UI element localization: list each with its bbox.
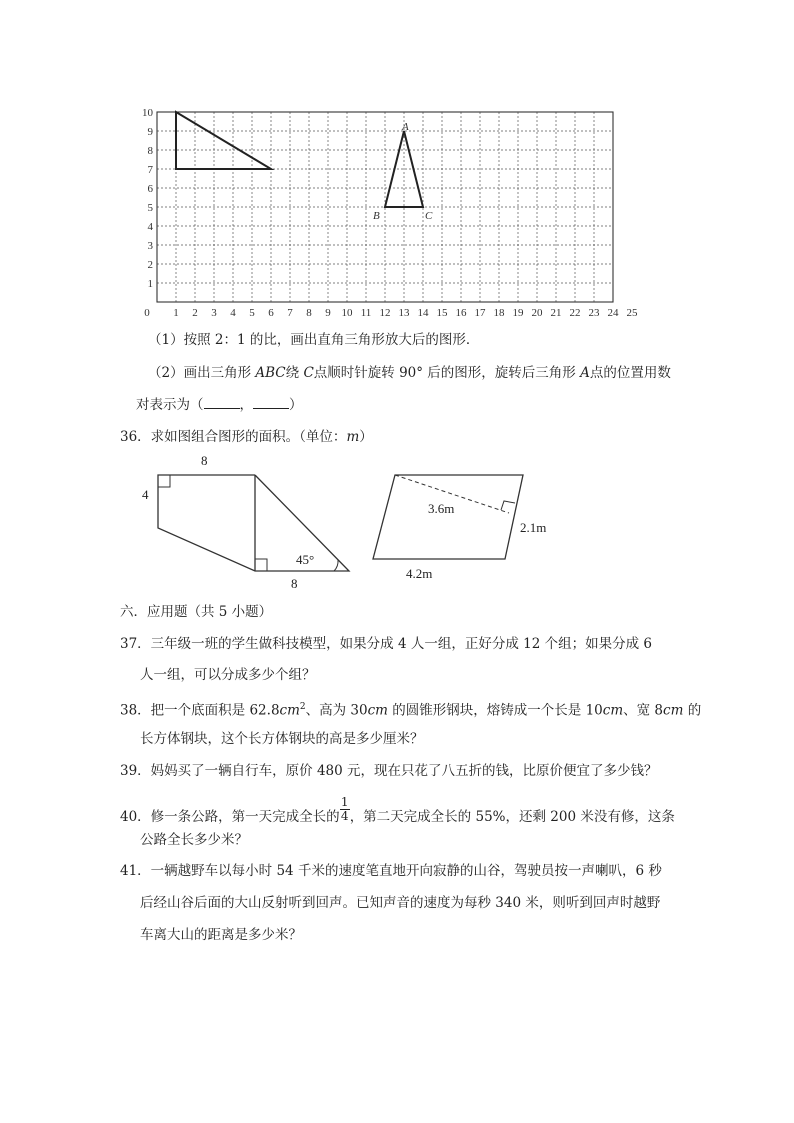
vertex-label-c: C: [425, 210, 433, 222]
y-tick-label: 7: [147, 164, 153, 176]
coordinate-grid-figure: [135, 100, 645, 322]
q38-part-e: 的: [683, 702, 702, 719]
q35-p2-prefix: （2）画出三角形: [148, 365, 256, 381]
fraction-denominator: 4: [340, 809, 349, 823]
q41-line1: 41．一辆越野车以每小时 54 千米的速度笔直地开向寂静的山谷，驾驶员按一声喇叭，6 秒: [120, 863, 662, 879]
x-tick-label: 8: [306, 307, 312, 319]
q35-p2-line2-prefix: 对表示为（: [136, 397, 204, 413]
x-tick-label: 21: [550, 307, 562, 319]
label-bottom-8: 8: [291, 576, 298, 591]
q38-part-d: 、宽 8: [623, 702, 664, 719]
q38-unit-cm-a: cm: [367, 702, 388, 719]
fraction-numerator: 1: [340, 795, 349, 809]
q38-unit-cm2: cm: [279, 702, 300, 719]
y-tick-label: 4: [147, 221, 153, 233]
grid-tick-labels: [142, 107, 638, 319]
label-top-8: 8: [201, 453, 208, 468]
q38-unit-cm-c: cm: [663, 702, 684, 719]
q35-part2-line1: [148, 364, 671, 382]
x-tick-label: 25: [626, 307, 638, 319]
q37-line1: 37．三年级一班的学生做科技模型，如果分成 4 人一组，正好分成 12 个组；如果分成 6: [120, 636, 652, 652]
label-base-4-2m: 4.2m: [406, 566, 433, 581]
answer-blank-2[interactable]: [253, 396, 289, 409]
parallelogram-figure: [365, 465, 565, 585]
q38-sup-2: 2: [299, 702, 306, 712]
x-tick-label: 5: [249, 307, 255, 319]
q35-part1: （1）按照 2：1 的比，画出直角三角形放大后的图形．: [148, 332, 480, 348]
q35-p2-line2-suffix: ）: [289, 397, 303, 413]
x-tick-label: 13: [398, 307, 410, 319]
q35-p2-suffix: 点的位置用数: [589, 365, 671, 381]
x-tick-label: 0: [144, 307, 150, 319]
y-tick-label: 1: [147, 278, 153, 290]
trapezoid-outline: [158, 475, 349, 571]
q35-p2-mid2: 点顺时针旋转 90° 后的图形，旋转后三角形: [313, 365, 581, 381]
right-triangle-shape: [176, 112, 271, 169]
x-tick-label: 2: [192, 307, 198, 319]
y-tick-label: 5: [147, 202, 153, 214]
q40-part-b: ，第二天完成全长的 55%，还剩 200 米没有修，这条: [349, 809, 675, 825]
q38-unit-cm-b: cm: [602, 702, 624, 719]
composite-figure-trapezoid-triangle: [130, 450, 370, 595]
y-tick-label: 10: [142, 107, 153, 119]
vertex-label-b: B: [373, 210, 380, 222]
x-tick-label: 9: [325, 307, 331, 319]
label-side-2-1m: 2.1m: [520, 520, 547, 535]
x-tick-label: 24: [607, 307, 619, 319]
q40-line1: [120, 795, 675, 831]
label-angle-45: 45°: [296, 552, 315, 567]
label-left-4: 4: [142, 487, 149, 502]
q35-p2-abc: ABC: [255, 365, 286, 381]
q35-part2-line2: [136, 396, 303, 414]
x-tick-label: 22: [569, 307, 581, 319]
q38-part-a: 38．把一个底面积是 62.8: [120, 702, 280, 719]
vertex-label-a: A: [402, 121, 409, 133]
q35-p2-c: C: [303, 365, 314, 381]
parallelogram-outline: [373, 475, 523, 559]
right-angle-mark-bottom: [255, 559, 267, 571]
q38-part-c: 的圆锥形钢块，熔铸成一个长是 10: [388, 702, 603, 719]
y-tick-label: 6: [147, 183, 153, 195]
q40-line2: 公路全长多少米？: [140, 832, 248, 848]
q35-p2-mid1: 绕: [285, 365, 304, 381]
x-tick-label: 23: [588, 307, 600, 319]
x-tick-label: 3: [211, 307, 217, 319]
x-tick-label: 4: [230, 307, 236, 319]
x-tick-label: 7: [287, 307, 293, 319]
q36-text: [120, 428, 373, 446]
x-tick-label: 16: [455, 307, 467, 319]
q38-line2: 长方体钢块，这个长方体钢块的高是多少厘米？: [140, 731, 424, 747]
y-tick-label: 9: [147, 126, 153, 138]
q36-prompt: 36．求如图组合图形的面积。（单位：: [120, 429, 347, 445]
q40-part-a: 40．修一条公路，第一天完成全长的: [120, 809, 340, 825]
x-tick-label: 1: [173, 307, 179, 319]
q38-line1: [120, 698, 701, 720]
x-tick-label: 18: [493, 307, 505, 319]
q36-unit: m: [346, 429, 360, 445]
x-tick-label: 12: [379, 307, 391, 319]
right-angle-mark-parallelogram: [501, 501, 515, 510]
y-tick-label: 8: [147, 145, 153, 157]
grid-shapes: [176, 112, 423, 207]
x-tick-label: 20: [531, 307, 543, 319]
q35-p2-a: A: [580, 365, 590, 381]
q35-p2-comma: ，: [239, 397, 253, 413]
answer-blank-1[interactable]: [204, 396, 240, 409]
x-tick-label: 11: [360, 307, 372, 319]
x-tick-label: 6: [268, 307, 274, 319]
angle-arc-45: [334, 560, 338, 571]
q37-line2: 人一组，可以分成多少个组？: [140, 667, 316, 683]
q41-line3: 车离大山的距离是多少米？: [140, 927, 302, 943]
q41-line2: 后经山谷后面的大山反射听到回声。已知声音的速度为每秒 340 米，则听到回声时越野: [140, 895, 661, 911]
q38-part-b: 、高为 30: [305, 702, 368, 719]
x-tick-label: 19: [512, 307, 524, 319]
q36-close: ）: [359, 429, 373, 445]
x-tick-label: 14: [417, 307, 429, 319]
x-tick-label: 17: [474, 307, 486, 319]
y-tick-label: 3: [147, 240, 153, 252]
fraction-one-quarter: [340, 796, 350, 823]
label-height-3-6m: 3.6m: [428, 501, 455, 516]
q39-line: 39．妈妈买了一辆自行车，原价 480 元，现在只花了八五折的钱，比原价便宜了多少钱？: [120, 763, 658, 779]
y-tick-label: 2: [147, 259, 153, 271]
right-angle-mark-top: [158, 475, 170, 487]
section-6-heading: 六．应用题（共 5 小题）: [120, 604, 273, 620]
x-tick-label: 15: [436, 307, 448, 319]
x-tick-label: 10: [341, 307, 353, 319]
